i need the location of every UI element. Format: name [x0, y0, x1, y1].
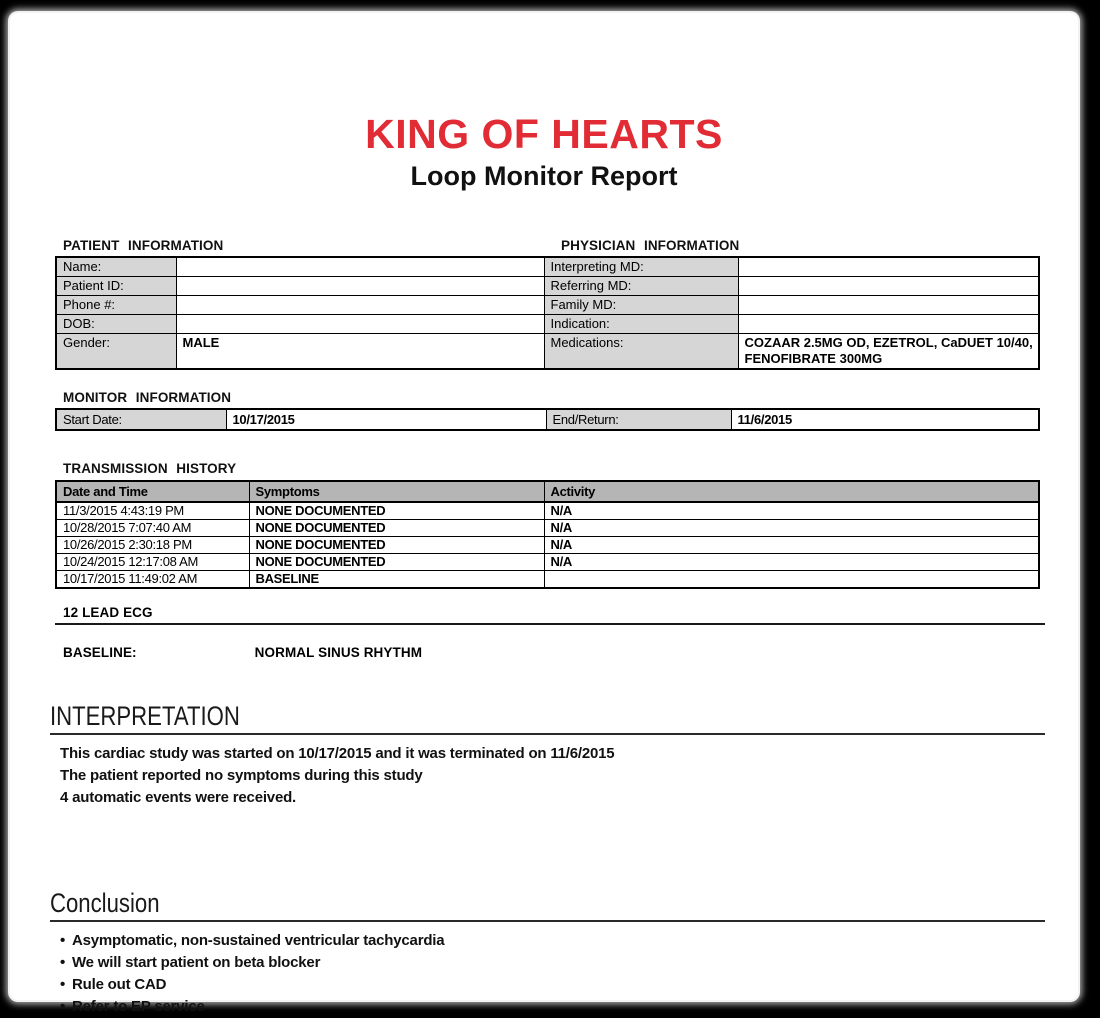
interpretation-line: This cardiac study was started on 10/17/2015 and it was terminated on 11/6/2015 — [60, 745, 615, 762]
table-row — [56, 554, 1039, 571]
interpretation-body — [60, 743, 1045, 809]
cell-symptoms: NONE DOCUMENTED — [249, 537, 544, 554]
conclusion-text: Asymptomatic, non-sustained ventricular tachycardia — [72, 932, 445, 949]
info-headings-row — [55, 238, 1038, 253]
field-value — [738, 296, 1039, 315]
field-value: 11/6/2015 — [731, 409, 1039, 430]
field-value — [738, 315, 1039, 334]
column-header-date: Date and Time — [56, 481, 249, 502]
interpretation-heading — [50, 702, 1045, 735]
cell-symptoms: NONE DOCUMENTED — [249, 502, 544, 520]
field-label: Referring MD: — [544, 277, 738, 296]
column-header-symptoms: Symptoms — [249, 481, 544, 502]
cell-date: 10/17/2015 11:49:02 AM — [56, 571, 249, 589]
table-row — [56, 409, 1039, 430]
field-value: COZAAR 2.5MG OD, EZETROL, CaDUET 10/40, FENOFIBRATE 300MG — [738, 334, 1039, 370]
field-value — [176, 296, 544, 315]
conclusion-heading-text: Conclusion — [50, 888, 160, 918]
bullet-icon: • — [60, 976, 66, 993]
monitor-info-table — [55, 408, 1040, 431]
field-label: Family MD: — [544, 296, 738, 315]
ecg-heading: 12 LEAD ECG — [63, 605, 153, 620]
field-label: Gender: — [56, 334, 176, 370]
field-label: Indication: — [544, 315, 738, 334]
field-value: MALE — [176, 334, 544, 370]
physician-info-heading: PHYSICIAN INFORMATION — [561, 238, 740, 253]
table-header-row — [56, 481, 1039, 502]
cell-activity — [544, 571, 1039, 589]
field-value — [176, 315, 544, 334]
field-value: 10/17/2015 — [226, 409, 546, 430]
field-value — [176, 277, 544, 296]
table-row — [56, 537, 1039, 554]
field-label: Medications: — [544, 334, 738, 370]
conclusion-section — [50, 889, 1045, 1018]
cell-activity: N/A — [544, 554, 1039, 571]
cell-date: 10/28/2015 7:07:40 AM — [56, 520, 249, 537]
column-header-activity: Activity — [544, 481, 1039, 502]
table-row — [56, 502, 1039, 520]
table-row — [56, 334, 1039, 370]
interpretation-line: The patient reported no symptoms during this study — [60, 767, 423, 784]
field-value — [738, 277, 1039, 296]
bullet-icon: • — [60, 954, 66, 971]
baseline-value: NORMAL SINUS RHYTHM — [254, 645, 423, 660]
list-item — [60, 930, 1045, 952]
table-row — [56, 296, 1039, 315]
list-item — [60, 996, 1045, 1018]
cell-activity: N/A — [544, 502, 1039, 520]
cell-symptoms: NONE DOCUMENTED — [249, 520, 544, 537]
field-value — [176, 257, 544, 277]
patient-info-heading: PATIENT INFORMATION — [63, 238, 224, 253]
cell-activity: N/A — [544, 520, 1039, 537]
field-label: End/Return: — [546, 409, 731, 430]
cell-activity: N/A — [544, 537, 1039, 554]
transmission-history-heading: TRANSMISSION HISTORY — [63, 461, 237, 476]
conclusion-text: Rule out CAD — [72, 976, 167, 993]
interpretation-heading-text: INTERPRETATION — [50, 701, 240, 731]
report-page — [10, 13, 1078, 1015]
field-value — [738, 257, 1039, 277]
table-row — [56, 257, 1039, 277]
report-title: KING OF HEARTS — [365, 111, 723, 157]
cell-date: 10/24/2015 12:17:08 AM — [56, 554, 249, 571]
list-item — [60, 952, 1045, 974]
conclusion-list — [60, 930, 1045, 1018]
table-row — [56, 520, 1039, 537]
field-label: Phone #: — [56, 296, 176, 315]
table-row — [56, 277, 1039, 296]
cell-date: 11/3/2015 4:43:19 PM — [56, 502, 249, 520]
field-label: Start Date: — [56, 409, 226, 430]
interpretation-line: 4 automatic events were received. — [60, 789, 297, 806]
bullet-icon: • — [60, 932, 66, 949]
field-label: Patient ID: — [56, 277, 176, 296]
conclusion-text: We will start patient on beta blocker — [72, 954, 321, 971]
bullet-icon: • — [60, 998, 66, 1015]
cell-symptoms: BASELINE — [249, 571, 544, 589]
table-row — [56, 315, 1039, 334]
field-label: Name: — [56, 257, 176, 277]
monitor-info-heading: MONITOR INFORMATION — [63, 390, 232, 405]
ecg-baseline-row — [63, 645, 1078, 660]
report-subtitle: Loop Monitor Report — [410, 161, 678, 191]
patient-physician-table — [55, 256, 1040, 370]
baseline-label: BASELINE: — [63, 645, 137, 660]
field-label: Interpreting MD: — [544, 257, 738, 277]
cell-symptoms: NONE DOCUMENTED — [249, 554, 544, 571]
list-item — [60, 974, 1045, 996]
interpretation-section — [50, 702, 1045, 809]
table-row — [56, 571, 1039, 589]
cell-date: 10/26/2015 2:30:18 PM — [56, 537, 249, 554]
field-label: DOB: — [56, 315, 176, 334]
conclusion-text: Refer to EP service — [72, 998, 205, 1015]
ecg-section — [55, 605, 1045, 625]
conclusion-heading — [50, 889, 1045, 922]
transmission-history-table — [55, 480, 1040, 589]
